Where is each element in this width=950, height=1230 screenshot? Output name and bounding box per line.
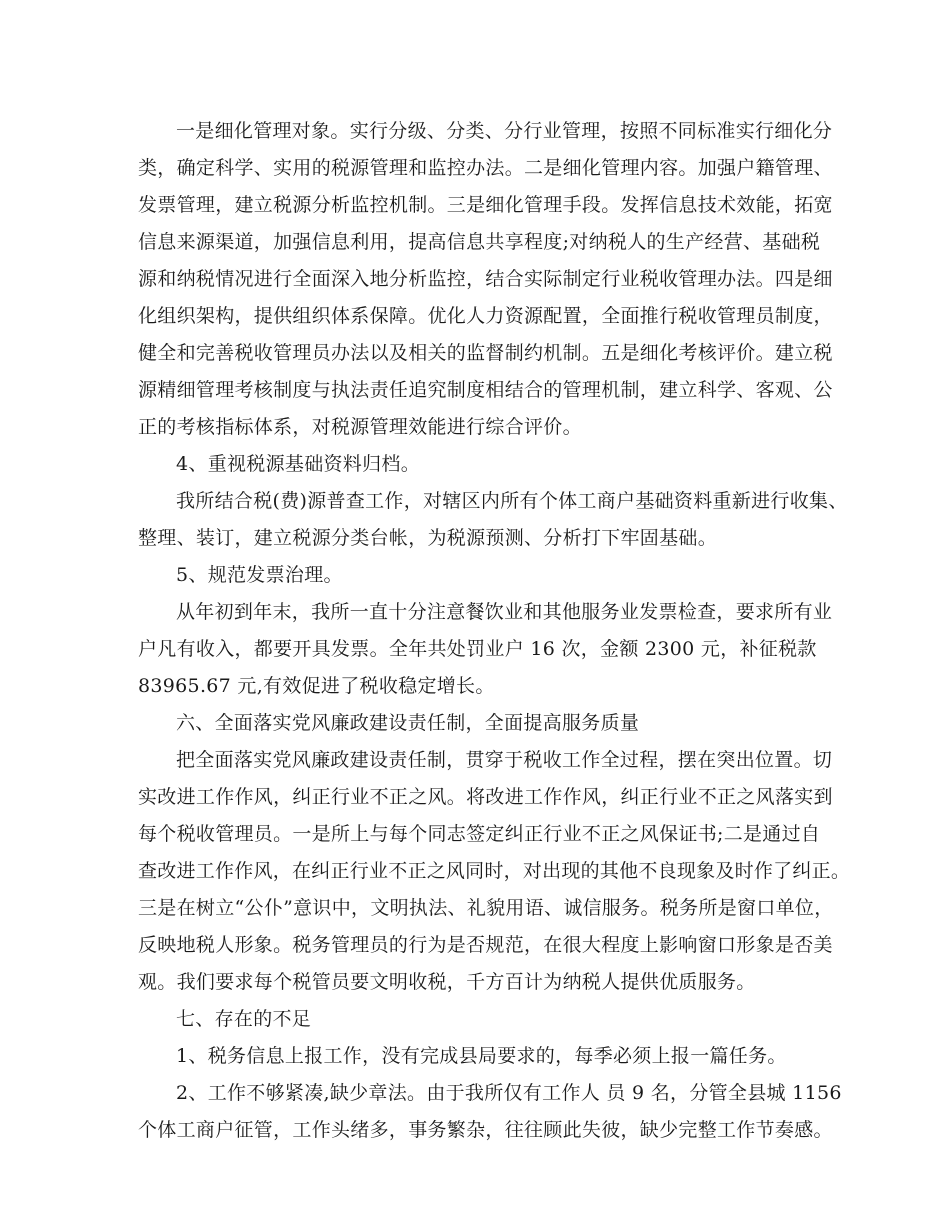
paragraph-line: 源和纳税情况进行全面深入地分析监控，结合实际制定行业税收管理办法。四是细 <box>138 268 833 290</box>
paragraph-line: 实改进工作作风，纠正行业不正之风。将改进工作作风，纠正行业不正之风落实到 <box>138 786 833 808</box>
paragraph-line: 把全面落实党风廉政建设责任制，贯穿于税收工作全过程，摆在突出位置。切 <box>176 749 833 771</box>
paragraph-line: 83965.67 元,有效促进了税收稳定增长。 <box>138 675 495 697</box>
paragraph-line: 正的考核指标体系，对税源管理效能进行综合评价。 <box>138 416 582 438</box>
paragraph-line: 反映地税人形象。税务管理员的行为是否规范，在很大程度上影响窗口形象是否美 <box>138 934 833 956</box>
paragraph-line: 户凡有收入，都要开具发票。全年共处罚业户 16 次，金额 2300 元，补征税款 <box>138 638 817 660</box>
paragraph-line: 类，确定科学、实用的税源管理和监控办法。二是细化管理内容。加强户籍管理、 <box>138 157 833 179</box>
list-item: 2、工作不够紧凑,缺少章法。由于我所仅有工作人 员 9 名，分管全县城 1156 <box>176 1082 842 1104</box>
paragraph-line: 健全和完善税收管理员办法以及相关的监督制约机制。五是细化考核评价。建立税 <box>138 342 833 364</box>
paragraph-line: 发票管理，建立税源分析监控机制。三是细化管理手段。发挥信息技术效能，拓宽 <box>138 194 833 216</box>
paragraph-line: 从年初到年末，我所一直十分注意餐饮业和其他服务业发票检查，要求所有业 <box>176 601 833 623</box>
section-heading: 六、全面落实党风廉政建设责任制，全面提高服务质量 <box>176 712 640 734</box>
section-heading: 七、存在的不足 <box>176 1008 312 1030</box>
paragraph-line: 每个税收管理员。一是所上与每个同志签定纠正行业不正之风保证书;二是通过自 <box>138 823 821 845</box>
paragraph-line: 个体工商户征管，工作头绪多，事务繁杂，往往顾此失彼，缺少完整工作节奏感。 <box>138 1119 833 1141</box>
paragraph-line: 一是细化管理对象。实行分级、分类、分行业管理，按照不同标准实行细化分 <box>176 120 833 142</box>
paragraph-line: 信息来源渠道，加强信息利用，提高信息共享程度;对纳税人的生产经营、基础税 <box>138 231 821 253</box>
section-heading: 5、规范发票治理。 <box>176 564 343 586</box>
paragraph-line: 三是在树立“公仆”意识中，文明执法、礼貌用语、诚信服务。税务所是窗口单位， <box>138 897 834 919</box>
paragraph-line: 我所结合税(费)源普查工作，对辖区内所有个体工商户基础资料重新进行收集、 <box>176 490 848 512</box>
list-item: 1、税务信息上报工作，没有完成县局要求的，每季必须上报一篇任务。 <box>176 1045 787 1067</box>
section-heading: 4、重视税源基础资料归档。 <box>176 453 420 475</box>
paragraph-line: 化组织架构，提供组织体系保障。优化人力资源配置，全面推行税收管理员制度， <box>138 305 833 327</box>
paragraph-line: 查改进工作作风，在纠正行业不正之风同时，对出现的其他不良现象及时作了纠正。 <box>138 860 851 882</box>
paragraph-line: 整理、装订，建立税源分类台帐，为税源预测、分析打下牢固基础。 <box>138 527 718 549</box>
paragraph-line: 源精细管理考核制度与执法责任追究制度相结合的管理机制，建立科学、客观、公 <box>138 379 833 401</box>
paragraph-line: 观。我们要求每个税管员要文明收税，千方百计为纳税人提供优质服务。 <box>138 971 756 993</box>
